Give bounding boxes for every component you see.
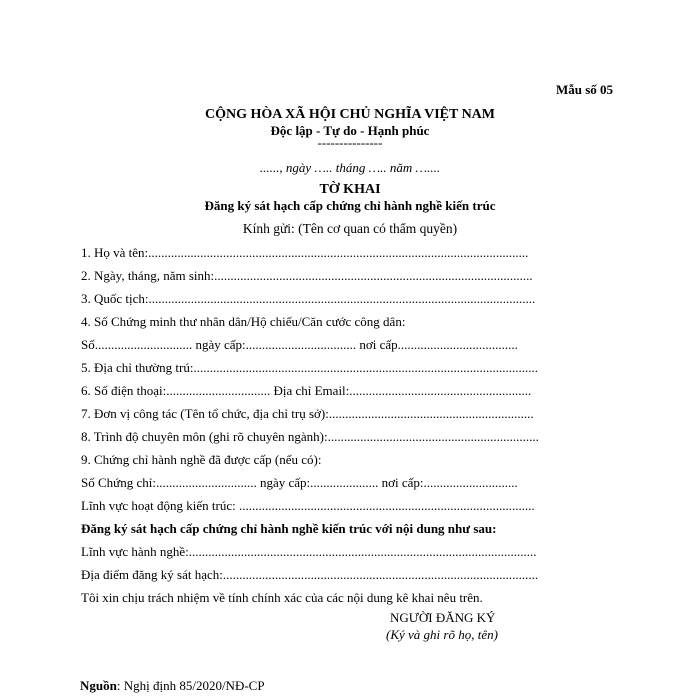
source-line [80,678,265,694]
signature-title: NGƯỜI ĐĂNG KÝ [390,610,496,625]
form-subtitle: Đăng ký sát hạch cấp chứng chỉ hành nghề kiến trúc [204,198,496,213]
field-date-of-birth: 2. Ngày, tháng, năm sinh:.................................................................................................. [81,268,533,283]
field-workplace: 7. Đơn vị công tác (Tên tổ chức, địa chỉ trụ sở):............................................................... [81,406,534,421]
register-heading: Đăng ký sát hạch cấp chứng chỉ hành nghề kiến trúc với nội dung như sau: [81,521,497,536]
commitment-statement: Tôi xin chịu trách nhiệm về tính chính xác của các nội dung kê khai nêu trên. [81,590,483,605]
field-id-number-line: Số.............................. ngày cấp:.................................. nơi cấp..................................... [81,337,518,352]
field-practice-area: Lĩnh vực hành nghề:........................................................................................................... [81,544,537,559]
national-motto: Độc lập - Tự do - Hạnh phúc [270,123,430,138]
date-line: ......, ngày ….. tháng ….. năm ….... [259,160,441,175]
header-separator: --------------- [317,135,383,150]
field-nationality: 3. Quốc tịch:....................................................................................................................... [81,291,536,306]
field-activity-area: Lĩnh vực hoạt động kiến trúc: ........................................................................................... [81,498,535,513]
field-certificate-number-line: Số Chứng chỉ:............................... ngày cấp:..................... nơi cấp:............................. [81,475,518,490]
addressee-line: Kính gửi: (Tên cơ quan có thẩm quyền) [242,221,458,236]
country-name: CỘNG HÒA XÃ HỘI CHỦ NGHĨA VIỆT NAM [204,107,495,122]
field-qualification: 8. Trình độ chuyên môn (ghi rõ chuyên ngành):................................................................. [81,429,539,444]
signature-note: (Ký và ghi rõ họ, tên) [386,627,498,642]
field-certificate: 9. Chứng chỉ hành nghề đã được cấp (nếu có): [81,452,322,467]
source-label: Nguồn [80,678,117,693]
field-phone-email: 6. Số điện thoại:................................ Địa chỉ Email:........................................................ [81,383,532,398]
field-exam-location: Địa điểm đăng ký sát hạch:................................................................................................. [81,567,539,582]
form-number: Mẫu số 05 [556,82,614,97]
form-title: TỜ KHAI [319,182,381,197]
field-permanent-address: 5. Địa chỉ thường trú:.......................................................................................................... [81,360,538,375]
field-full-name: 1. Họ và tên:..................................................................................................................... [81,245,529,260]
field-id-document: 4. Số Chứng minh thư nhân dân/Hộ chiếu/Căn cước công dân: [81,314,406,329]
source-text: : Nghị định 85/2020/NĐ-CP [116,678,265,693]
